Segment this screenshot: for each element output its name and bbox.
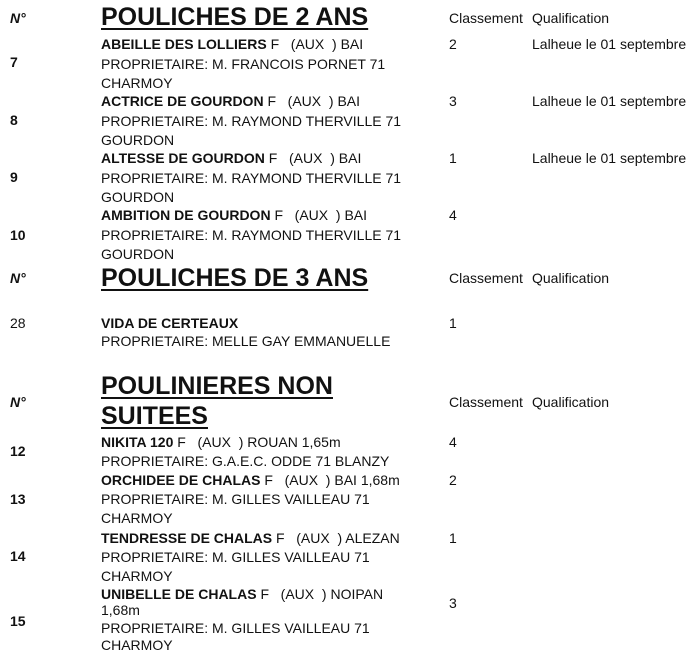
horse-line: [101, 36, 363, 52]
owner-text: PROPRIETAIRE: M. GILLES VAILLEAU 71 CHARMOY: [101, 491, 370, 526]
entry-number: 15: [10, 613, 26, 629]
classement-value: 1: [449, 150, 457, 166]
horse-name: ACTRICE DE GOURDON: [101, 93, 264, 109]
qualification-column-header: Qualification: [532, 10, 610, 26]
horse-name: AMBITION DE GOURDON: [101, 207, 271, 223]
horse-name: ABEILLE DES LOLLIERS: [101, 36, 267, 52]
horse-info: F (AUX ) ROUAN 1,65m: [177, 434, 341, 450]
owner-text: PROPRIETAIRE: M. RAYMOND THERVILLE 71 GOURDON: [101, 227, 402, 262]
classement-value: 3: [449, 93, 457, 109]
classement-column-header: Classement: [449, 394, 523, 410]
section-title-line2: SUITEES: [101, 402, 208, 430]
owner-text: PROPRIETAIRE: MELLE GAY EMMANUELLE: [101, 333, 391, 349]
classement-value: 1: [449, 315, 457, 331]
classement-value: 4: [449, 434, 457, 450]
horse-line: [101, 472, 400, 488]
horse-name: ALTESSE DE GOURDON: [101, 150, 265, 166]
horse-info: F (AUX ) BAI: [268, 150, 362, 166]
owner-text: PROPRIETAIRE: M. FRANCOIS PORNET 71 CHARMOY: [101, 56, 386, 91]
section-title: POULICHES DE 2 ANS: [101, 3, 369, 31]
entry-number: 28: [10, 315, 26, 331]
section-title: POULICHES DE 3 ANS: [101, 264, 369, 292]
classement-column-header: Classement: [449, 270, 523, 286]
horse-line: [101, 93, 360, 109]
horse-info: F (AUX ) BAI: [270, 36, 364, 52]
entry-number: 13: [10, 491, 26, 507]
entry-number: 10: [10, 227, 26, 243]
horse-info: F (AUX ) BAI 1,68m: [264, 472, 400, 488]
qualification-column-header: Qualification: [532, 394, 610, 410]
entry-number: 8: [10, 112, 18, 128]
horse-name: TENDRESSE DE CHALAS: [101, 530, 273, 546]
horse-info: F (AUX ) BAI: [274, 207, 368, 223]
qualification-column-header: Qualification: [532, 270, 610, 286]
horse-info: F (AUX ) ALEZAN: [276, 530, 400, 546]
entry-number: 14: [10, 548, 26, 564]
owner-text: PROPRIETAIRE: G.A.E.C. ODDE 71 BLANZY: [101, 453, 390, 469]
number-column-header: N°: [10, 394, 26, 410]
horse-name: NIKITA 120: [101, 434, 174, 450]
owner-text: PROPRIETAIRE: M. GILLES VAILLEAU 71 CHARMOY: [101, 549, 370, 584]
section-title: POULINIERES NON: [101, 372, 333, 400]
owner-text: PROPRIETAIRE: M. GILLES VAILLEAU 71 CHARMOY: [101, 620, 370, 653]
classement-column-header: Classement: [449, 10, 523, 26]
horse-info: F (AUX ) NOIPAN 1,68m: [101, 586, 387, 618]
entry-number: 9: [10, 169, 18, 185]
horse-info: F (AUX ) BAI: [267, 93, 361, 109]
qualification-value: Lalheue le 01 septembre: [532, 93, 687, 109]
horse-name: ORCHIDEE DE CHALAS: [101, 472, 261, 488]
entry-number: 12: [10, 443, 26, 459]
horse-line: [101, 207, 367, 223]
classement-value: 2: [449, 472, 457, 488]
entry-number: 7: [10, 54, 18, 70]
horse-name: VIDA DE CERTEAUX: [101, 315, 239, 331]
horse-name: UNIBELLE DE CHALAS: [101, 586, 257, 602]
horse-line: [101, 586, 401, 618]
classement-value: 3: [449, 595, 457, 611]
horse-line: [101, 150, 361, 166]
classement-value: 4: [449, 207, 457, 223]
owner-text: PROPRIETAIRE: M. RAYMOND THERVILLE 71 GOURDON: [101, 113, 402, 148]
classement-value: 1: [449, 530, 457, 546]
qualification-value: Lalheue le 01 septembre: [532, 36, 687, 52]
horse-line: [101, 530, 400, 546]
number-column-header: N°: [10, 270, 26, 286]
number-column-header: N°: [10, 10, 26, 26]
owner-text: PROPRIETAIRE: M. RAYMOND THERVILLE 71 GOURDON: [101, 170, 402, 205]
classement-value: 2: [449, 36, 457, 52]
qualification-value: Lalheue le 01 septembre: [532, 150, 687, 166]
horse-line: [101, 434, 341, 450]
